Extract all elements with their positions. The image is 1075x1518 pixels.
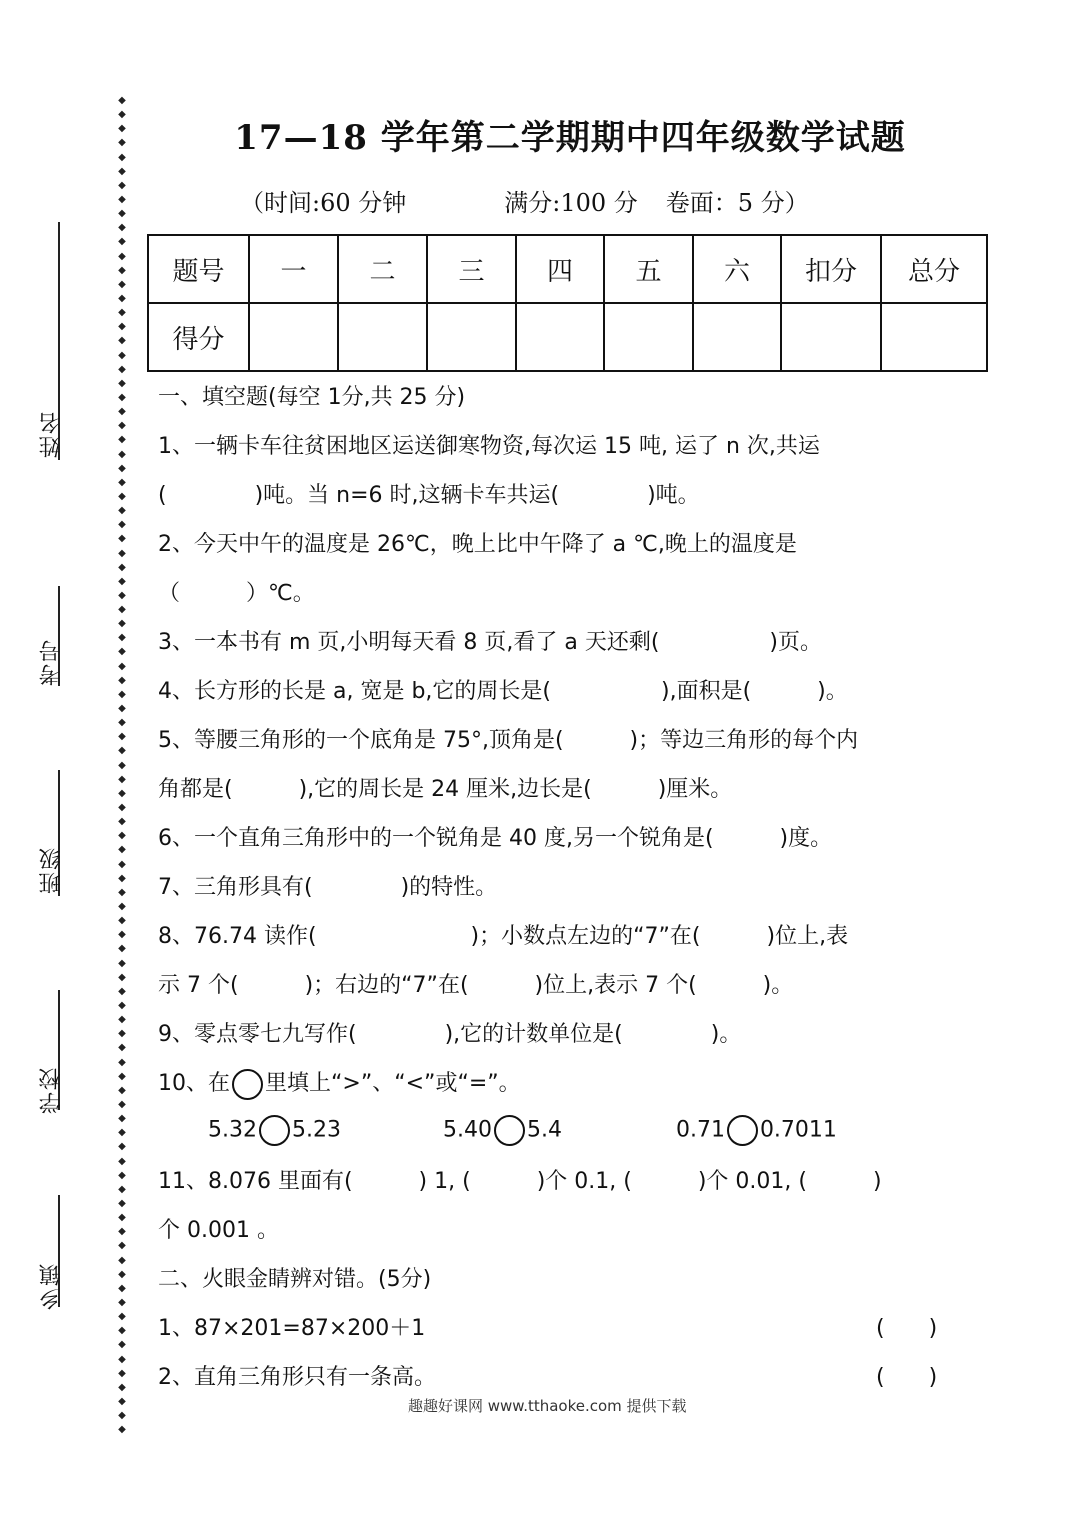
binding-dot-icon: ◆ xyxy=(118,844,126,856)
binding-dot-icon: ◆ xyxy=(118,943,126,955)
binding-dot-icon: ◆ xyxy=(118,604,126,616)
question-2b: （ ）℃。 xyxy=(158,581,315,606)
question-2a: 2、今天中午的温度是 26℃，晚上比中午降了 a ℃,晚上的温度是 xyxy=(158,532,797,557)
surface-score-info: 卷面：5 分） xyxy=(665,189,809,217)
binding-dot-icon: ◆ xyxy=(118,406,126,418)
binding-dot-icon: ◆ xyxy=(118,1226,126,1238)
binding-dot-icon: ◆ xyxy=(118,1127,126,1139)
binding-dot-icon: ◆ xyxy=(118,151,126,163)
binding-dot-icon: ◆ xyxy=(118,1311,126,1323)
binding-dot-icon: ◆ xyxy=(118,448,126,460)
page-title: 17—18 学年第二学期期中四年级数学试题 xyxy=(234,118,906,158)
binding-dot-icon: ◆ xyxy=(118,1381,126,1393)
header-cell: 总分 xyxy=(881,235,987,303)
compare-right: 5.23 xyxy=(291,1117,341,1143)
binding-dot-icon: ◆ xyxy=(118,858,126,870)
binding-dot-icon: ◆ xyxy=(118,717,126,729)
score-table xyxy=(147,234,988,372)
binding-dot-icon: ◆ xyxy=(118,589,126,601)
binding-dot-icon: ◆ xyxy=(118,123,126,135)
section1-heading: 一、填空题(每空 1分,共 25 分) xyxy=(158,385,466,410)
score-cell[interactable] xyxy=(249,303,338,371)
binding-dot-icon: ◆ xyxy=(118,434,126,446)
binding-dot-icon: ◆ xyxy=(118,575,126,587)
binding-dot-icon: ◆ xyxy=(118,250,126,262)
binding-dot-icon: ◆ xyxy=(118,137,126,149)
binding-dot-icon: ◆ xyxy=(118,886,126,898)
judge-question-1: 1、87×201=87×200＋1 xyxy=(158,1316,426,1341)
judge-question-2: 2、直角三角形只有一条高。 xyxy=(158,1365,436,1390)
question-6: 6、一个直角三角形中的一个锐角是 40 度,另一个锐角是( )度。 xyxy=(158,826,833,851)
binding-dot-icon: ◆ xyxy=(118,646,126,658)
score-cell[interactable] xyxy=(693,303,781,371)
question-11a: 11、8.076 里面有( ) 1, ( )个 0.1, ( )个 0.01, ( ) xyxy=(158,1169,882,1194)
binding-dot-icon: ◆ xyxy=(118,872,126,884)
compare-right: 5.4 xyxy=(526,1117,562,1143)
binding-dot-icon: ◆ xyxy=(118,957,126,969)
binding-dot-icon: ◆ xyxy=(118,915,126,927)
question-1b: ( )吨。当 n=6 时,这辆卡车共运( )吨。 xyxy=(158,483,700,508)
school-label: 学校 xyxy=(39,1066,64,1114)
binding-dot-icon: ◆ xyxy=(118,802,126,814)
binding-dot-icon: ◆ xyxy=(118,561,126,573)
binding-dot-icon: ◆ xyxy=(118,787,126,799)
question-7: 7、三角形具有( )的特性。 xyxy=(158,875,498,900)
binding-dot-icon: ◆ xyxy=(118,1056,126,1068)
binding-dot-icon: ◆ xyxy=(118,1367,126,1379)
binding-dot-icon: ◆ xyxy=(118,773,126,785)
binding-dot-icon: ◆ xyxy=(118,759,126,771)
binding-dot-icon: ◆ xyxy=(118,1296,126,1308)
full-score-info: 满分:100 分 xyxy=(504,189,638,217)
binding-dot-icon: ◆ xyxy=(118,632,126,644)
header-cell: 四 xyxy=(516,235,604,303)
binding-dot-icon: ◆ xyxy=(118,95,126,106)
binding-dot-icon: ◆ xyxy=(118,971,126,983)
binding-dot-icon: ◆ xyxy=(118,1070,126,1082)
score-table-header xyxy=(148,235,987,303)
binding-dot-icon: ◆ xyxy=(118,1424,126,1436)
compare-circle[interactable] xyxy=(494,1115,525,1146)
question-3: 3、一本书有 m 页,小明每天看 8 页,看了 a 天还剩( )页。 xyxy=(158,630,823,655)
binding-dot-icon: ◆ xyxy=(118,1000,126,1011)
name-label: 姓名 xyxy=(39,410,64,458)
binding-dot-icon: ◆ xyxy=(118,321,126,333)
binding-dot-icon: ◆ xyxy=(118,1212,126,1224)
binding-dot-icon: ◆ xyxy=(118,349,126,361)
binding-dot-icon: ◆ xyxy=(118,193,126,205)
binding-dot-icon: ◆ xyxy=(118,1410,126,1422)
binding-dot-icon: ◆ xyxy=(118,1395,126,1407)
question-8b: 示 7 个( )；右边的“7”在( )位上,表示 7 个( )。 xyxy=(158,973,794,998)
binding-dot-icon: ◆ xyxy=(118,1141,126,1153)
header-cell: 六 xyxy=(693,235,781,303)
binding-dot-icon: ◆ xyxy=(118,1155,126,1167)
binding-dot-icon: ◆ xyxy=(118,519,126,531)
binding-dot-icon: ◆ xyxy=(118,1098,126,1110)
header-cell: 二 xyxy=(338,235,427,303)
binding-dot-icon: ◆ xyxy=(118,533,126,545)
binding-dot-icon: ◆ xyxy=(118,1014,126,1026)
question-1a: 1、一辆卡车往贫困地区运送御寒物资,每次运 15 吨, 运了 n 次,共运 xyxy=(158,434,820,459)
binding-dot-icon: ◆ xyxy=(118,1169,126,1181)
binding-dot-icon: ◆ xyxy=(118,1084,126,1096)
binding-dot-icon: ◆ xyxy=(118,745,126,757)
judge-blank-2[interactable]: ( ) xyxy=(876,1365,938,1390)
header-cell: 扣分 xyxy=(781,235,881,303)
compare-left: 5.32 xyxy=(208,1117,257,1143)
binding-dot-icon: ◆ xyxy=(118,816,126,828)
binding-dot-icon: ◆ xyxy=(118,179,126,191)
binding-dot-icon: ◆ xyxy=(118,703,126,715)
section2-heading: 二、火眼金睛辨对错。(5分) xyxy=(158,1267,432,1292)
binding-dot-icon: ◆ xyxy=(118,264,126,276)
binding-dot-icon: ◆ xyxy=(118,377,126,389)
compare-right: 0.7011 xyxy=(759,1117,837,1143)
binding-dot-icon: ◆ xyxy=(118,335,126,347)
binding-dot-icon: ◆ xyxy=(118,1028,126,1040)
binding-dot-icon: ◆ xyxy=(118,1325,126,1337)
binding-dot-icon: ◆ xyxy=(118,1240,126,1252)
binding-dot-icon: ◆ xyxy=(118,1197,126,1209)
question-4: 4、长方形的长是 a, 宽是 b,它的周长是( ),面积是( )。 xyxy=(158,679,848,704)
binding-dot-icon: ◆ xyxy=(118,505,126,517)
binding-dot-icon: ◆ xyxy=(118,292,126,304)
binding-dot-icon: ◆ xyxy=(118,929,126,941)
binding-dot-icon: ◆ xyxy=(118,1183,126,1195)
binding-dot-icon: ◆ xyxy=(118,363,126,375)
binding-dot-icon: ◆ xyxy=(118,420,126,432)
binding-dot-icon: ◆ xyxy=(118,490,126,502)
compare-left: 0.71 xyxy=(675,1117,725,1143)
time-info: （时间:60 分钟 xyxy=(240,189,407,217)
q10-prefix: 10、在 xyxy=(158,1071,230,1096)
binding-dot-icon: ◆ xyxy=(118,307,126,319)
score-cell[interactable] xyxy=(427,303,516,371)
score-table-row xyxy=(148,303,987,371)
circle-blank-icon xyxy=(232,1069,263,1100)
binding-dot-icon: ◆ xyxy=(118,901,126,913)
binding-dot-icon: ◆ xyxy=(118,165,126,177)
header-cell: 一 xyxy=(249,235,338,303)
binding-dot-icon: ◆ xyxy=(118,208,126,220)
binding-dot-icon: ◆ xyxy=(118,731,126,743)
q10-suffix: 里填上“>”、“<”或“=”。 xyxy=(265,1071,521,1096)
binding-dot-icon: ◆ xyxy=(118,462,126,474)
question-11b: 个 0.001 。 xyxy=(158,1218,279,1243)
binding-dot-icon: ◆ xyxy=(118,1268,126,1280)
score-cell[interactable] xyxy=(604,303,693,371)
question-9: 9、零点零七九写作( ),它的计数单位是( )。 xyxy=(158,1022,742,1047)
binding-dot-icon: ◆ xyxy=(118,278,126,290)
binding-dot-icon: ◆ xyxy=(118,660,126,672)
header-cell: 三 xyxy=(427,235,516,303)
binding-dot-icon: ◆ xyxy=(118,1353,126,1365)
binding-dot-icon: ◆ xyxy=(118,222,126,234)
binding-dot-icon: ◆ xyxy=(118,1282,126,1294)
binding-dot-icon: ◆ xyxy=(118,109,126,121)
binding-dot-icon: ◆ xyxy=(118,547,126,559)
judge-blank-1[interactable]: ( ) xyxy=(876,1316,938,1341)
binding-dot-icon: ◆ xyxy=(118,1113,126,1125)
binding-dot-icon: ◆ xyxy=(118,1339,126,1351)
town-label: 乡镇 xyxy=(39,1262,64,1310)
binding-dot-icon: ◆ xyxy=(118,236,126,248)
question-5a: 5、等腰三角形的一个底角是 75°,顶角是( )；等边三角形的每个内 xyxy=(158,728,859,753)
binding-dot-icon: ◆ xyxy=(118,391,126,403)
class-label: 班级 xyxy=(39,846,64,894)
binding-line xyxy=(117,96,127,1436)
score-cell[interactable] xyxy=(516,303,604,371)
binding-dot-icon: ◆ xyxy=(118,688,126,700)
score-cell[interactable] xyxy=(781,303,881,371)
header-cell: 五 xyxy=(604,235,693,303)
binding-dot-icon: ◆ xyxy=(118,985,126,997)
compare-circle[interactable] xyxy=(259,1115,290,1146)
binding-dot-icon: ◆ xyxy=(118,476,126,488)
compare-circle[interactable] xyxy=(727,1115,758,1146)
row-label-cell: 得分 xyxy=(148,303,249,371)
compare-left: 5.40 xyxy=(442,1117,492,1143)
question-10b xyxy=(208,1115,837,1146)
exam-info xyxy=(240,183,1000,218)
binding-dot-icon: ◆ xyxy=(118,618,126,630)
header-cell: 题号 xyxy=(148,235,249,303)
question-10a xyxy=(158,1066,521,1100)
binding-dot-icon: ◆ xyxy=(118,830,126,842)
score-cell[interactable] xyxy=(881,303,987,371)
question-5b: 角都是( ),它的周长是 24 厘米,边长是( )厘米。 xyxy=(158,777,733,802)
binding-dot-icon: ◆ xyxy=(118,1042,126,1054)
question-8a: 8、76.74 读作( )；小数点左边的“7”在( )位上,表 xyxy=(158,924,849,949)
footer-text: 趣趣好课网 www.tthaoke.com 提供下载 xyxy=(408,1397,687,1415)
binding-dot-icon: ◆ xyxy=(118,674,126,686)
binding-dot-icon: ◆ xyxy=(118,1254,126,1266)
exam-no-label: 考号 xyxy=(39,638,64,686)
score-cell[interactable] xyxy=(338,303,427,371)
